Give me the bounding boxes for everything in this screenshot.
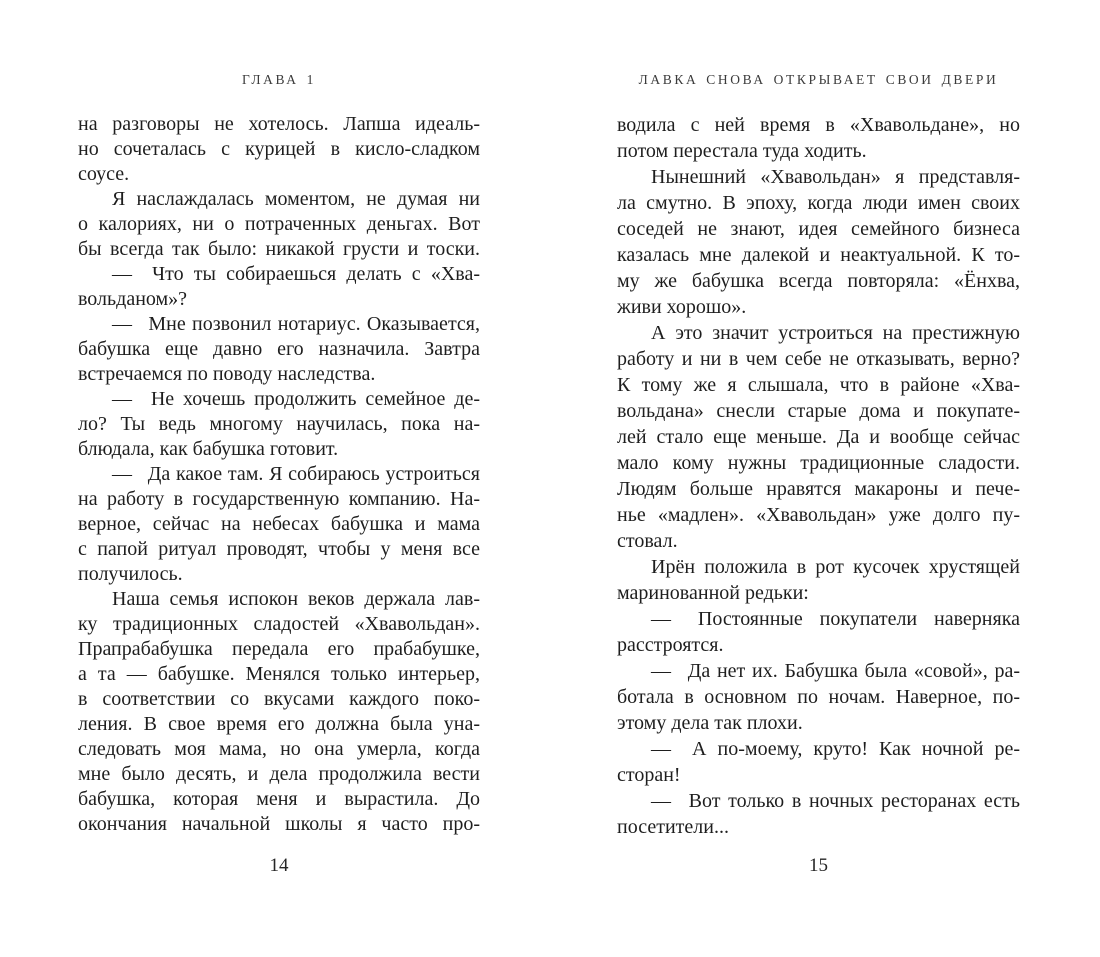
text-line: ло? Ты ведь многому научилась, пока на-	[78, 413, 480, 435]
text-line: му же бабушка всегда повторяла: «Ёнхва,	[617, 270, 1020, 292]
text-line: расстроятся.	[617, 634, 724, 656]
text-line: потом перестала туда ходить.	[617, 140, 867, 162]
page-left	[78, 0, 480, 957]
text-line: казалась мне далекой и неактуальной. К то-	[617, 244, 1020, 266]
text-line: с папой ритуал проводят, чтобы у меня все	[78, 538, 480, 560]
text-line: — Постоянные покупатели наверняка	[651, 608, 1020, 630]
text-line: А это значит устроиться на престижную	[651, 322, 1020, 344]
text-line: следовать моя мама, но она умерла, когда	[78, 738, 480, 760]
text-line: — Да какое там. Я собираюсь устроиться	[112, 463, 480, 485]
text-line: водила с ней время в «Хвавольдане», но	[617, 114, 1020, 136]
text-line: — Не хочешь продолжить семейное де-	[112, 388, 480, 410]
text-line: бабушка, которая меня и вырастила. До	[78, 788, 480, 810]
text-line: о калориях, ни о потраченных деньгах. Вот	[78, 213, 480, 235]
text-line: соусе.	[78, 163, 130, 185]
text-line: — Мне позвонил нотариус. Оказывается,	[112, 313, 480, 335]
text-line: ботала в основном по ночам. Наверное, по-	[617, 686, 1020, 708]
text-line: бы всегда так было: никакой грусти и тоски.	[78, 238, 480, 260]
text-line: К тому же я слышала, что в районе «Хва-	[617, 374, 1020, 396]
text-line: окончания начальной школы я часто про-	[78, 813, 480, 835]
text-line: работу и ни в чем себе не отказывать, верно?	[617, 348, 1020, 370]
text-line: ления. В свое время его должна была уна-	[78, 713, 480, 735]
text-line: Людям больше нравятся макароны и пече-	[617, 478, 1020, 500]
text-line: встречаемся по поводу наследства.	[78, 363, 376, 385]
text-line: Наша семья испокон веков держала лав-	[112, 588, 480, 610]
page-right	[617, 0, 1020, 957]
text-line: на разговоры не хотелось. Лапша идеаль-	[78, 113, 480, 135]
text-line: — А по-моему, круто! Как ночной ре-	[651, 738, 1020, 760]
running-head-chapter: ГЛАВА 1	[242, 72, 316, 87]
text-line: получилось.	[78, 563, 183, 585]
text-line: мне было десять, и дела продолжила вести	[78, 763, 480, 785]
text-line: — Да нет их. Бабушка была «совой», ра-	[651, 660, 1020, 682]
text-line: блюдала, как бабушка готовит.	[78, 438, 339, 460]
text-line: а та — бабушке. Менялся только интерьер,	[78, 663, 480, 685]
text-line: верное, сейчас на небесах бабушка и мама	[78, 513, 480, 535]
text-line: лей стало еще меньше. Да и вообще сейчас	[617, 426, 1020, 448]
text-line: — Вот только в ночных ресторанах есть	[651, 790, 1020, 812]
text-line: Прапрабабушка передала его прабабушке,	[78, 638, 480, 660]
text-line: Ирён положила в рот кусочек хрустящей	[651, 556, 1020, 578]
text-line: посетители...	[617, 816, 729, 838]
page-number-right: 15	[809, 855, 828, 876]
text-line: — Что ты собираешься делать с «Хва-	[112, 263, 480, 285]
text-line: ла смутно. В эпоху, когда люди имен своих	[617, 192, 1020, 214]
text-line: нье «мадлен». «Хвавольдан» уже долго пу-	[617, 504, 1020, 526]
text-line: сторан!	[617, 764, 681, 786]
text-line: соседей не знают, идея семейного бизнеса	[617, 218, 1020, 240]
text-line: на работу в государственную компанию. На-	[78, 488, 480, 510]
text-column-left	[78, 112, 480, 837]
text-line: но сочеталась с курицей в кисло-сладком	[78, 138, 480, 160]
text-line: этому дела так плохи.	[617, 712, 803, 734]
text-line: стовал.	[617, 530, 678, 552]
text-line: Нынешний «Хвавольдан» я представля-	[651, 166, 1020, 188]
running-head-title: ЛАВКА СНОВА ОТКРЫВАЕТ СВОИ ДВЕРИ	[638, 72, 999, 87]
text-line: вольданом»?	[78, 288, 188, 310]
text-line: бабушка еще давно его назначила. Завтра	[78, 338, 480, 360]
text-line: вольдана» снесли старые дома и покупате-	[617, 400, 1020, 422]
text-line: живи хорошо».	[617, 296, 747, 318]
page-number-left: 14	[269, 855, 289, 876]
text-line: мало кому нужны традиционные сладости.	[617, 452, 1020, 474]
text-column-right	[617, 112, 1020, 840]
text-line: Я наслаждалась моментом, не думая ни	[112, 188, 480, 210]
text-line: маринованной редьки:	[617, 582, 809, 604]
text-line: в соответствии со вкусами каждого поко-	[78, 688, 480, 710]
text-line: ку традиционных сладостей «Хвавольдан».	[78, 613, 480, 635]
